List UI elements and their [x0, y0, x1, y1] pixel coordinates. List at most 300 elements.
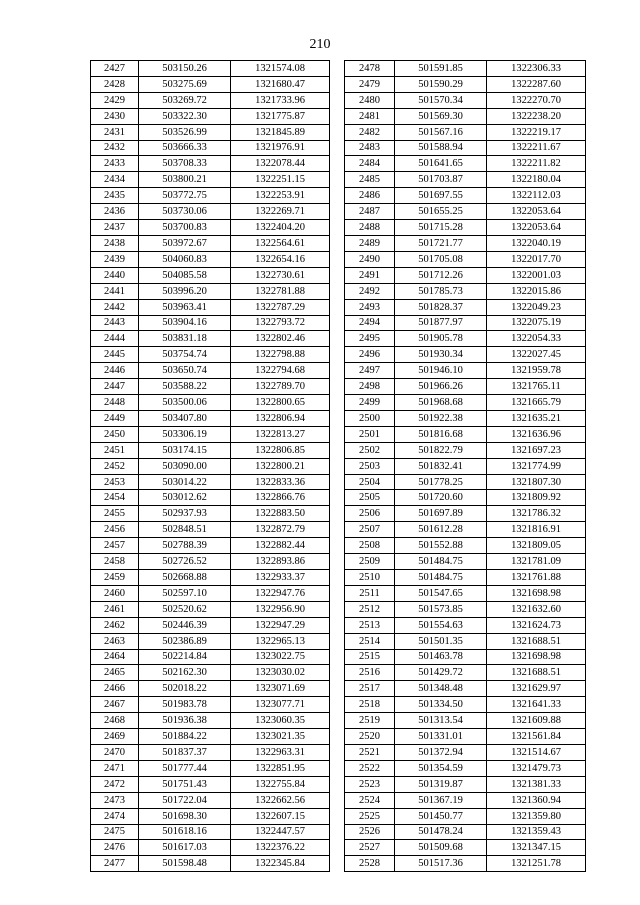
table-row — [91, 92, 330, 108]
table-row — [91, 776, 330, 792]
table-row — [91, 204, 330, 220]
x-coordinate-cell: 503322.30 — [139, 108, 231, 124]
table-row — [345, 76, 586, 92]
y-coordinate-cell: 1322306.33 — [487, 61, 586, 77]
x-coordinate-cell: 502018.22 — [139, 681, 231, 697]
point-number-cell: 2507 — [345, 522, 395, 538]
table-row — [345, 188, 586, 204]
table-row — [345, 92, 586, 108]
point-number-cell: 2444 — [91, 331, 139, 347]
x-coordinate-cell: 503666.33 — [139, 140, 231, 156]
x-coordinate-cell: 501612.28 — [395, 522, 487, 538]
y-coordinate-cell: 1321809.05 — [487, 538, 586, 554]
table-row — [345, 61, 586, 77]
point-number-cell: 2432 — [91, 140, 139, 156]
y-coordinate-cell: 1322027.45 — [487, 347, 586, 363]
point-number-cell: 2473 — [91, 792, 139, 808]
table-row — [345, 538, 586, 554]
x-coordinate-cell: 501484.75 — [395, 554, 487, 570]
y-coordinate-cell: 1322965.13 — [231, 633, 330, 649]
table-row — [345, 681, 586, 697]
table-row — [91, 315, 330, 331]
coordinates-table-right — [344, 60, 586, 872]
table-row — [91, 442, 330, 458]
x-coordinate-cell: 501721.77 — [395, 235, 487, 251]
point-number-cell: 2478 — [345, 61, 395, 77]
y-coordinate-cell: 1323021.35 — [231, 729, 330, 745]
y-coordinate-cell: 1321609.88 — [487, 713, 586, 729]
point-number-cell: 2449 — [91, 410, 139, 426]
x-coordinate-cell: 501573.85 — [395, 601, 487, 617]
table-row — [91, 856, 330, 872]
point-number-cell: 2479 — [345, 76, 395, 92]
table-row — [345, 649, 586, 665]
y-coordinate-cell: 1321514.67 — [487, 744, 586, 760]
table-row — [91, 522, 330, 538]
x-coordinate-cell: 501319.87 — [395, 776, 487, 792]
y-coordinate-cell: 1322947.29 — [231, 617, 330, 633]
table-row — [345, 697, 586, 713]
point-number-cell: 2494 — [345, 315, 395, 331]
point-number-cell: 2505 — [345, 490, 395, 506]
table-row — [91, 665, 330, 681]
table-row — [91, 363, 330, 379]
point-number-cell: 2430 — [91, 108, 139, 124]
x-coordinate-cell: 501946.10 — [395, 363, 487, 379]
table-row — [91, 506, 330, 522]
point-number-cell: 2440 — [91, 267, 139, 283]
x-coordinate-cell: 504085.58 — [139, 267, 231, 283]
point-number-cell: 2503 — [345, 458, 395, 474]
x-coordinate-cell: 501348.48 — [395, 681, 487, 697]
table-row — [345, 522, 586, 538]
x-coordinate-cell: 503174.15 — [139, 442, 231, 458]
table-row — [345, 585, 586, 601]
point-number-cell: 2515 — [345, 649, 395, 665]
table-row — [91, 395, 330, 411]
point-number-cell: 2431 — [91, 124, 139, 140]
y-coordinate-cell: 1321561.84 — [487, 729, 586, 745]
x-coordinate-cell: 501372.94 — [395, 744, 487, 760]
x-coordinate-cell: 503500.06 — [139, 395, 231, 411]
table-row — [91, 681, 330, 697]
y-coordinate-cell: 1321786.32 — [487, 506, 586, 522]
table-body-left — [91, 61, 330, 872]
point-number-cell: 2443 — [91, 315, 139, 331]
point-number-cell: 2448 — [91, 395, 139, 411]
table-row — [345, 633, 586, 649]
point-number-cell: 2513 — [345, 617, 395, 633]
x-coordinate-cell: 503772.75 — [139, 188, 231, 204]
point-number-cell: 2466 — [91, 681, 139, 697]
table-row — [345, 331, 586, 347]
point-number-cell: 2450 — [91, 426, 139, 442]
y-coordinate-cell: 1321479.73 — [487, 760, 586, 776]
x-coordinate-cell: 501567.16 — [395, 124, 487, 140]
x-coordinate-cell: 501617.03 — [139, 840, 231, 856]
point-number-cell: 2480 — [345, 92, 395, 108]
y-coordinate-cell: 1323077.71 — [231, 697, 330, 713]
point-number-cell: 2495 — [345, 331, 395, 347]
x-coordinate-cell: 501968.68 — [395, 395, 487, 411]
x-coordinate-cell: 501697.89 — [395, 506, 487, 522]
x-coordinate-cell: 502597.10 — [139, 585, 231, 601]
table-row — [91, 61, 330, 77]
point-number-cell: 2528 — [345, 856, 395, 872]
table-row — [345, 140, 586, 156]
x-coordinate-cell: 501554.63 — [395, 617, 487, 633]
table-row — [91, 760, 330, 776]
x-coordinate-cell: 503306.19 — [139, 426, 231, 442]
point-number-cell: 2446 — [91, 363, 139, 379]
table-row — [91, 792, 330, 808]
table-row — [345, 156, 586, 172]
table-row — [345, 665, 586, 681]
point-number-cell: 2519 — [345, 713, 395, 729]
y-coordinate-cell: 1322251.15 — [231, 172, 330, 188]
point-number-cell: 2468 — [91, 713, 139, 729]
x-coordinate-cell: 502848.51 — [139, 522, 231, 538]
y-coordinate-cell: 1322345.84 — [231, 856, 330, 872]
table-row — [345, 442, 586, 458]
point-number-cell: 2497 — [345, 363, 395, 379]
point-number-cell: 2524 — [345, 792, 395, 808]
x-coordinate-cell: 501354.59 — [395, 760, 487, 776]
point-number-cell: 2459 — [91, 570, 139, 586]
y-coordinate-cell: 1322253.91 — [231, 188, 330, 204]
point-number-cell: 2457 — [91, 538, 139, 554]
x-coordinate-cell: 502446.39 — [139, 617, 231, 633]
y-coordinate-cell: 1321381.33 — [487, 776, 586, 792]
x-coordinate-cell: 501450.77 — [395, 808, 487, 824]
y-coordinate-cell: 1321574.08 — [231, 61, 330, 77]
table-row — [345, 601, 586, 617]
point-number-cell: 2447 — [91, 379, 139, 395]
x-coordinate-cell: 501877.97 — [395, 315, 487, 331]
x-coordinate-cell: 501463.78 — [395, 649, 487, 665]
point-number-cell: 2511 — [345, 585, 395, 601]
table-row — [345, 760, 586, 776]
table-row — [345, 347, 586, 363]
table-row — [345, 410, 586, 426]
y-coordinate-cell: 1321635.21 — [487, 410, 586, 426]
point-number-cell: 2526 — [345, 824, 395, 840]
x-coordinate-cell: 501618.16 — [139, 824, 231, 840]
x-coordinate-cell: 501590.29 — [395, 76, 487, 92]
y-coordinate-cell: 1323022.75 — [231, 649, 330, 665]
y-coordinate-cell: 1322564.61 — [231, 235, 330, 251]
y-coordinate-cell: 1322789.70 — [231, 379, 330, 395]
y-coordinate-cell: 1322793.72 — [231, 315, 330, 331]
page-number: 210 — [309, 37, 331, 52]
y-coordinate-cell: 1322270.70 — [487, 92, 586, 108]
x-coordinate-cell: 501715.28 — [395, 220, 487, 236]
point-number-cell: 2456 — [91, 522, 139, 538]
x-coordinate-cell: 503754.74 — [139, 347, 231, 363]
x-coordinate-cell: 501501.35 — [395, 633, 487, 649]
x-coordinate-cell: 501778.25 — [395, 474, 487, 490]
x-coordinate-cell: 501552.88 — [395, 538, 487, 554]
table-row — [91, 426, 330, 442]
table-row — [91, 124, 330, 140]
x-coordinate-cell: 501722.04 — [139, 792, 231, 808]
x-coordinate-cell: 501705.08 — [395, 251, 487, 267]
point-number-cell: 2469 — [91, 729, 139, 745]
table-row — [91, 235, 330, 251]
point-number-cell: 2453 — [91, 474, 139, 490]
point-number-cell: 2522 — [345, 760, 395, 776]
y-coordinate-cell: 1322180.04 — [487, 172, 586, 188]
x-coordinate-cell: 501570.34 — [395, 92, 487, 108]
x-coordinate-cell: 503407.80 — [139, 410, 231, 426]
y-coordinate-cell: 1322662.56 — [231, 792, 330, 808]
point-number-cell: 2434 — [91, 172, 139, 188]
x-coordinate-cell: 502726.52 — [139, 554, 231, 570]
x-coordinate-cell: 501983.78 — [139, 697, 231, 713]
x-coordinate-cell: 501751.43 — [139, 776, 231, 792]
y-coordinate-cell: 1322800.21 — [231, 458, 330, 474]
x-coordinate-cell: 503972.67 — [139, 235, 231, 251]
point-number-cell: 2493 — [345, 299, 395, 315]
y-coordinate-cell: 1321698.98 — [487, 585, 586, 601]
y-coordinate-cell: 1321624.73 — [487, 617, 586, 633]
x-coordinate-cell: 501720.60 — [395, 490, 487, 506]
y-coordinate-cell: 1321251.78 — [487, 856, 586, 872]
table-row — [345, 220, 586, 236]
table-row — [91, 220, 330, 236]
y-coordinate-cell: 1322053.64 — [487, 204, 586, 220]
point-number-cell: 2499 — [345, 395, 395, 411]
y-coordinate-cell: 1322049.23 — [487, 299, 586, 315]
table-row — [345, 124, 586, 140]
y-coordinate-cell: 1322219.17 — [487, 124, 586, 140]
point-number-cell: 2464 — [91, 649, 139, 665]
table-row — [345, 808, 586, 824]
point-number-cell: 2458 — [91, 554, 139, 570]
x-coordinate-cell: 501832.41 — [395, 458, 487, 474]
y-coordinate-cell: 1322787.29 — [231, 299, 330, 315]
point-number-cell: 2433 — [91, 156, 139, 172]
table-row — [91, 585, 330, 601]
table-row — [91, 140, 330, 156]
table-row — [91, 744, 330, 760]
x-coordinate-cell: 503526.99 — [139, 124, 231, 140]
x-coordinate-cell: 501641.65 — [395, 156, 487, 172]
x-coordinate-cell: 503588.22 — [139, 379, 231, 395]
y-coordinate-cell: 1322211.67 — [487, 140, 586, 156]
table-row — [345, 235, 586, 251]
point-number-cell: 2442 — [91, 299, 139, 315]
y-coordinate-cell: 1322238.20 — [487, 108, 586, 124]
x-coordinate-cell: 501905.78 — [395, 331, 487, 347]
point-number-cell: 2437 — [91, 220, 139, 236]
point-number-cell: 2496 — [345, 347, 395, 363]
point-number-cell: 2509 — [345, 554, 395, 570]
y-coordinate-cell: 1323071.69 — [231, 681, 330, 697]
table-row — [345, 379, 586, 395]
y-coordinate-cell: 1321641.33 — [487, 697, 586, 713]
y-coordinate-cell: 1321360.94 — [487, 792, 586, 808]
x-coordinate-cell: 501785.73 — [395, 283, 487, 299]
x-coordinate-cell: 501703.87 — [395, 172, 487, 188]
table-row — [91, 649, 330, 665]
x-coordinate-cell: 501777.44 — [139, 760, 231, 776]
y-coordinate-cell: 1322755.84 — [231, 776, 330, 792]
table-row — [345, 824, 586, 840]
point-number-cell: 2520 — [345, 729, 395, 745]
x-coordinate-cell: 503650.74 — [139, 363, 231, 379]
point-number-cell: 2527 — [345, 840, 395, 856]
point-number-cell: 2498 — [345, 379, 395, 395]
y-coordinate-cell: 1321629.97 — [487, 681, 586, 697]
point-number-cell: 2471 — [91, 760, 139, 776]
table-row — [345, 713, 586, 729]
y-coordinate-cell: 1322956.90 — [231, 601, 330, 617]
y-coordinate-cell: 1321636.96 — [487, 426, 586, 442]
point-number-cell: 2502 — [345, 442, 395, 458]
y-coordinate-cell: 1322376.22 — [231, 840, 330, 856]
y-coordinate-cell: 1322806.85 — [231, 442, 330, 458]
table-row — [345, 840, 586, 856]
x-coordinate-cell: 502386.89 — [139, 633, 231, 649]
x-coordinate-cell: 503963.41 — [139, 299, 231, 315]
table-row — [91, 347, 330, 363]
point-number-cell: 2477 — [91, 856, 139, 872]
x-coordinate-cell: 502162.30 — [139, 665, 231, 681]
y-coordinate-cell: 1322963.31 — [231, 744, 330, 760]
x-coordinate-cell: 503800.21 — [139, 172, 231, 188]
table-row — [345, 474, 586, 490]
y-coordinate-cell: 1322800.65 — [231, 395, 330, 411]
table-row — [91, 538, 330, 554]
x-coordinate-cell: 503275.69 — [139, 76, 231, 92]
x-coordinate-cell: 503150.26 — [139, 61, 231, 77]
y-coordinate-cell: 1322017.70 — [487, 251, 586, 267]
point-number-cell: 2504 — [345, 474, 395, 490]
point-number-cell: 2465 — [91, 665, 139, 681]
point-number-cell: 2501 — [345, 426, 395, 442]
table-row — [345, 776, 586, 792]
x-coordinate-cell: 503904.16 — [139, 315, 231, 331]
y-coordinate-cell: 1322851.95 — [231, 760, 330, 776]
y-coordinate-cell: 1321959.78 — [487, 363, 586, 379]
table-row — [345, 172, 586, 188]
x-coordinate-cell: 501884.22 — [139, 729, 231, 745]
table-row — [345, 108, 586, 124]
x-coordinate-cell: 501547.65 — [395, 585, 487, 601]
point-number-cell: 2463 — [91, 633, 139, 649]
y-coordinate-cell: 1323030.02 — [231, 665, 330, 681]
x-coordinate-cell: 502937.93 — [139, 506, 231, 522]
point-number-cell: 2492 — [345, 283, 395, 299]
y-coordinate-cell: 1322075.19 — [487, 315, 586, 331]
table-row — [345, 856, 586, 872]
table-row — [91, 267, 330, 283]
x-coordinate-cell: 501331.01 — [395, 729, 487, 745]
table-row — [345, 395, 586, 411]
table-row — [91, 824, 330, 840]
point-number-cell: 2462 — [91, 617, 139, 633]
y-coordinate-cell: 1322802.46 — [231, 331, 330, 347]
y-coordinate-cell: 1322833.36 — [231, 474, 330, 490]
table-row — [345, 617, 586, 633]
point-number-cell: 2516 — [345, 665, 395, 681]
x-coordinate-cell: 501697.55 — [395, 188, 487, 204]
point-number-cell: 2467 — [91, 697, 139, 713]
y-coordinate-cell: 1322015.86 — [487, 283, 586, 299]
point-number-cell: 2488 — [345, 220, 395, 236]
point-number-cell: 2476 — [91, 840, 139, 856]
y-coordinate-cell: 1322872.79 — [231, 522, 330, 538]
y-coordinate-cell: 1321807.30 — [487, 474, 586, 490]
point-number-cell: 2472 — [91, 776, 139, 792]
table-row — [91, 458, 330, 474]
y-coordinate-cell: 1322001.03 — [487, 267, 586, 283]
table-row — [91, 410, 330, 426]
y-coordinate-cell: 1322781.88 — [231, 283, 330, 299]
x-coordinate-cell: 501837.37 — [139, 744, 231, 760]
table-row — [345, 251, 586, 267]
x-coordinate-cell: 501591.85 — [395, 61, 487, 77]
x-coordinate-cell: 501828.37 — [395, 299, 487, 315]
table-row — [345, 283, 586, 299]
x-coordinate-cell: 501313.54 — [395, 713, 487, 729]
point-number-cell: 2506 — [345, 506, 395, 522]
table-row — [91, 633, 330, 649]
table-body-right — [345, 61, 586, 872]
y-coordinate-cell: 1322813.27 — [231, 426, 330, 442]
y-coordinate-cell: 1321665.79 — [487, 395, 586, 411]
point-number-cell: 2512 — [345, 601, 395, 617]
table-row — [345, 554, 586, 570]
point-number-cell: 2485 — [345, 172, 395, 188]
point-number-cell: 2436 — [91, 204, 139, 220]
table-row — [345, 267, 586, 283]
table-row — [345, 729, 586, 745]
y-coordinate-cell: 1322947.76 — [231, 585, 330, 601]
x-coordinate-cell: 501509.68 — [395, 840, 487, 856]
x-coordinate-cell: 503996.20 — [139, 283, 231, 299]
point-number-cell: 2491 — [345, 267, 395, 283]
table-row — [91, 108, 330, 124]
point-number-cell: 2482 — [345, 124, 395, 140]
table-row — [91, 570, 330, 586]
point-number-cell: 2487 — [345, 204, 395, 220]
y-coordinate-cell: 1322882.44 — [231, 538, 330, 554]
point-number-cell: 2439 — [91, 251, 139, 267]
point-number-cell: 2481 — [345, 108, 395, 124]
table-row — [91, 490, 330, 506]
x-coordinate-cell: 501655.25 — [395, 204, 487, 220]
y-coordinate-cell: 1322893.86 — [231, 554, 330, 570]
x-coordinate-cell: 501484.75 — [395, 570, 487, 586]
table-row — [91, 283, 330, 299]
y-coordinate-cell: 1322794.68 — [231, 363, 330, 379]
table-row — [91, 601, 330, 617]
y-coordinate-cell: 1322654.16 — [231, 251, 330, 267]
y-coordinate-cell: 1321976.91 — [231, 140, 330, 156]
table-row — [91, 808, 330, 824]
point-number-cell: 2521 — [345, 744, 395, 760]
point-number-cell: 2518 — [345, 697, 395, 713]
y-coordinate-cell: 1321632.60 — [487, 601, 586, 617]
point-number-cell: 2441 — [91, 283, 139, 299]
point-number-cell: 2470 — [91, 744, 139, 760]
x-coordinate-cell: 503012.62 — [139, 490, 231, 506]
x-coordinate-cell: 503708.33 — [139, 156, 231, 172]
point-number-cell: 2483 — [345, 140, 395, 156]
table-row — [91, 713, 330, 729]
